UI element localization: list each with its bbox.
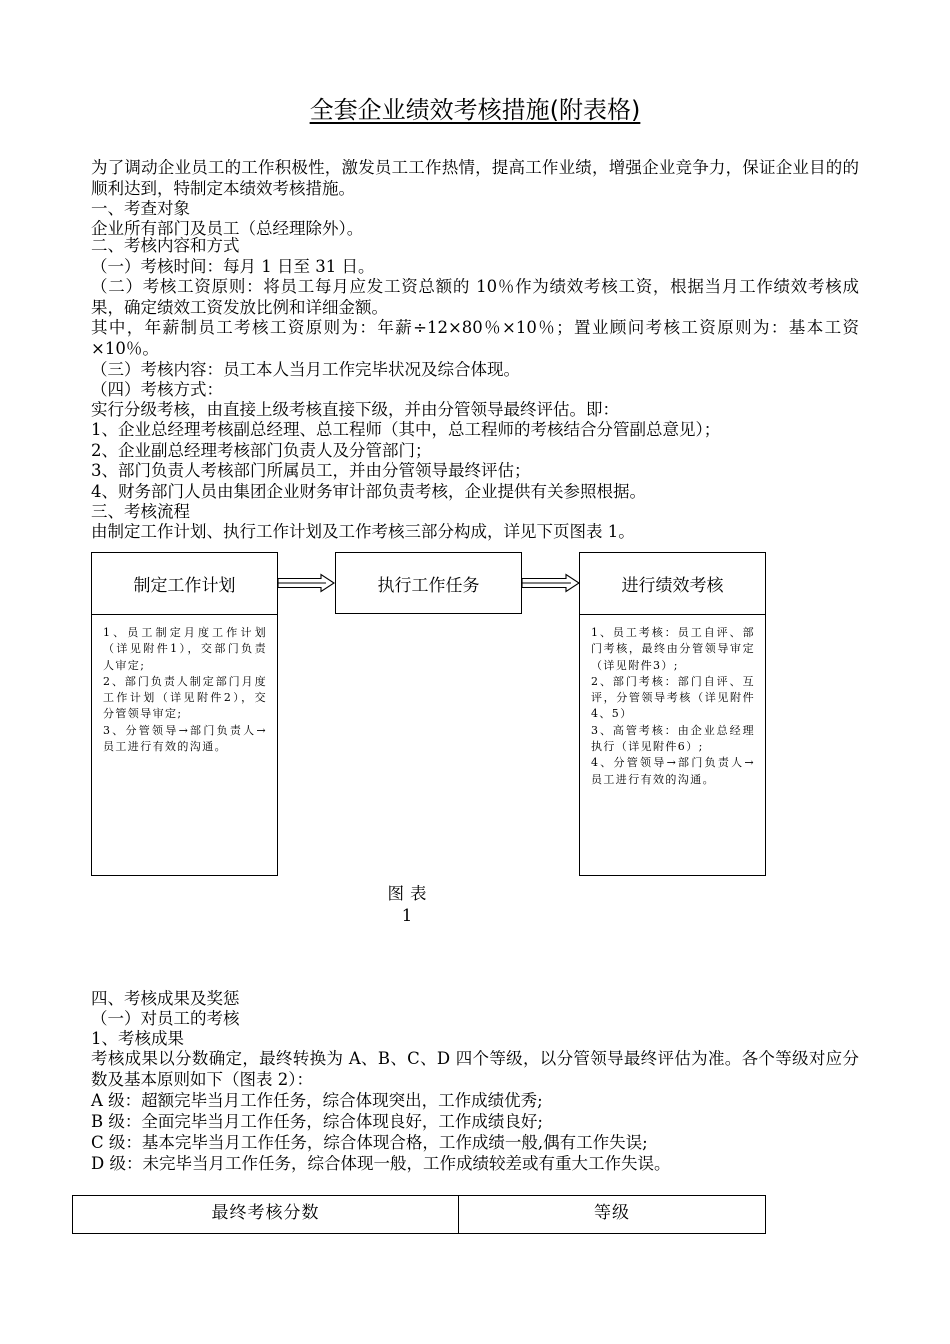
flow-plan-item: 2、部门负责人制定部门月度工作计划（详见附件2），交分管领导审定; <box>103 674 267 721</box>
flow-arrow-1 <box>277 573 335 593</box>
flow-plan-item: 1、员工制定月度工作计划（详见附件1），交部门负责人审定; <box>103 626 267 672</box>
section-2-heading: 二、考核内容和方式 <box>91 236 240 255</box>
section-4-text: 考核成果以分数确定，最终转换为 A、B、C、D 四个等级，以分管领导最终评估为准。各个等级对应分数及基本原则如下（图表 2）： <box>91 1049 859 1089</box>
flow-box-plan <box>91 552 278 876</box>
flow-box-execute-title: 执行工作任务 <box>377 575 480 596</box>
grade-table <box>72 1195 766 1234</box>
figure-caption-number: 1 <box>401 906 419 925</box>
salary-principle: （二）考核工资原则：将员工每月应发工资总额的 10％作为绩效考核工资，根据当月工作绩效考核成果，确定绩效工资发放比例和详细金额。 <box>91 277 859 317</box>
salary-formula: 其中，年薪制员工考核工资原则为：年薪÷12×80％×10％；置业顾问考核工资原则为：基本工资×10％。 <box>91 318 859 358</box>
flow-box-plan-title: 制定工作计划 <box>92 553 277 615</box>
section-1-heading: 一、考查对象 <box>91 199 190 218</box>
method-item: 2、企业副总经理考核部门负责人及分管部门； <box>91 441 432 460</box>
grade-item: D 级：未完毕当月工作任务，综合体现一般，工作成绩较差或有重大工作失误。 <box>91 1154 671 1173</box>
flow-plan-item: 3、分管领导→部门负责人→员工进行有效的沟通。 <box>103 723 267 754</box>
flow-arrow-2 <box>521 573 580 593</box>
grade-item: A 级：超额完毕当月工作任务，综合体现突出，工作成绩优秀; <box>91 1091 543 1110</box>
grade-item: C 级：基本完毕当月工作任务，综合体现合格，工作成绩一般,偶有工作失误; <box>91 1133 648 1152</box>
intro-paragraph: 为了调动企业员工的工作积极性，激发员工工作热情，提高工作业绩，增强企业竞争力，保证企业目的的顺利达到，特制定本绩效考核措施。 <box>91 158 859 198</box>
flow-evaluate-item: 2、部门考核：部门自评、互评，分管领导考核（详见附件4、5） <box>591 674 755 721</box>
flow-evaluate-item: 4、分管领导→部门负责人→员工进行有效的沟通。 <box>591 756 755 786</box>
flow-box-plan-body <box>92 615 277 755</box>
assessment-method-desc: 实行分级考核，由直接上级考核直接下级，并由分管领导最终评估。即： <box>91 400 619 419</box>
flow-box-execute <box>335 552 522 614</box>
flow-evaluate-item: 3、高管考核：由企业总经理执行（详见附件6）; <box>591 723 755 754</box>
table-header-score: 最终考核分数 <box>73 1196 459 1234</box>
assessment-content: （三）考核内容：员工本人当月工作完毕状况及综合体现。 <box>91 360 520 379</box>
section-4-heading: 四、考核成果及奖惩 <box>91 989 240 1008</box>
table-header-grade: 等级 <box>459 1196 766 1234</box>
flow-box-evaluate-title: 进行绩效考核 <box>580 553 765 615</box>
assessment-time: （一）考核时间：每月 1 日至 31 日。 <box>91 257 375 276</box>
section-1-text: 企业所有部门及员工（总经理除外）。 <box>91 219 364 238</box>
flow-box-evaluate <box>579 552 766 876</box>
table-header-row <box>73 1196 766 1234</box>
section-3-text: 由制定工作计划、执行工作计划及工作考核三部分构成，详见下页图表 1。 <box>91 522 635 541</box>
method-item: 3、部门负责人考核部门所属员工，并由分管领导最终评估； <box>91 461 531 480</box>
grade-item: B 级：全面完毕当月工作任务，综合体现良好，工作成绩良好; <box>91 1112 543 1131</box>
method-item: 1、企业总经理考核副总经理、总工程师（其中，总工程师的考核结合分管副总意见）； <box>91 420 721 439</box>
section-3-heading: 三、考核流程 <box>91 502 190 521</box>
section-4-sub: （一）对员工的考核 <box>91 1009 240 1028</box>
figure-caption: 图表 <box>387 884 433 903</box>
section-4-sub1: 1、考核成果 <box>91 1029 184 1048</box>
method-item: 4、财务部门人员由集团企业财务审计部负责考核，企业提供有关参照根据。 <box>91 482 646 501</box>
flow-box-evaluate-body <box>580 615 765 788</box>
flow-evaluate-item: 1、员工考核：员工自评、部门考核，最终由分管领导审定（详见附件3）; <box>591 626 755 672</box>
assessment-method: （四）考核方式： <box>91 380 223 399</box>
document-title: 全套企业绩效考核措施(附表格) <box>309 96 641 124</box>
